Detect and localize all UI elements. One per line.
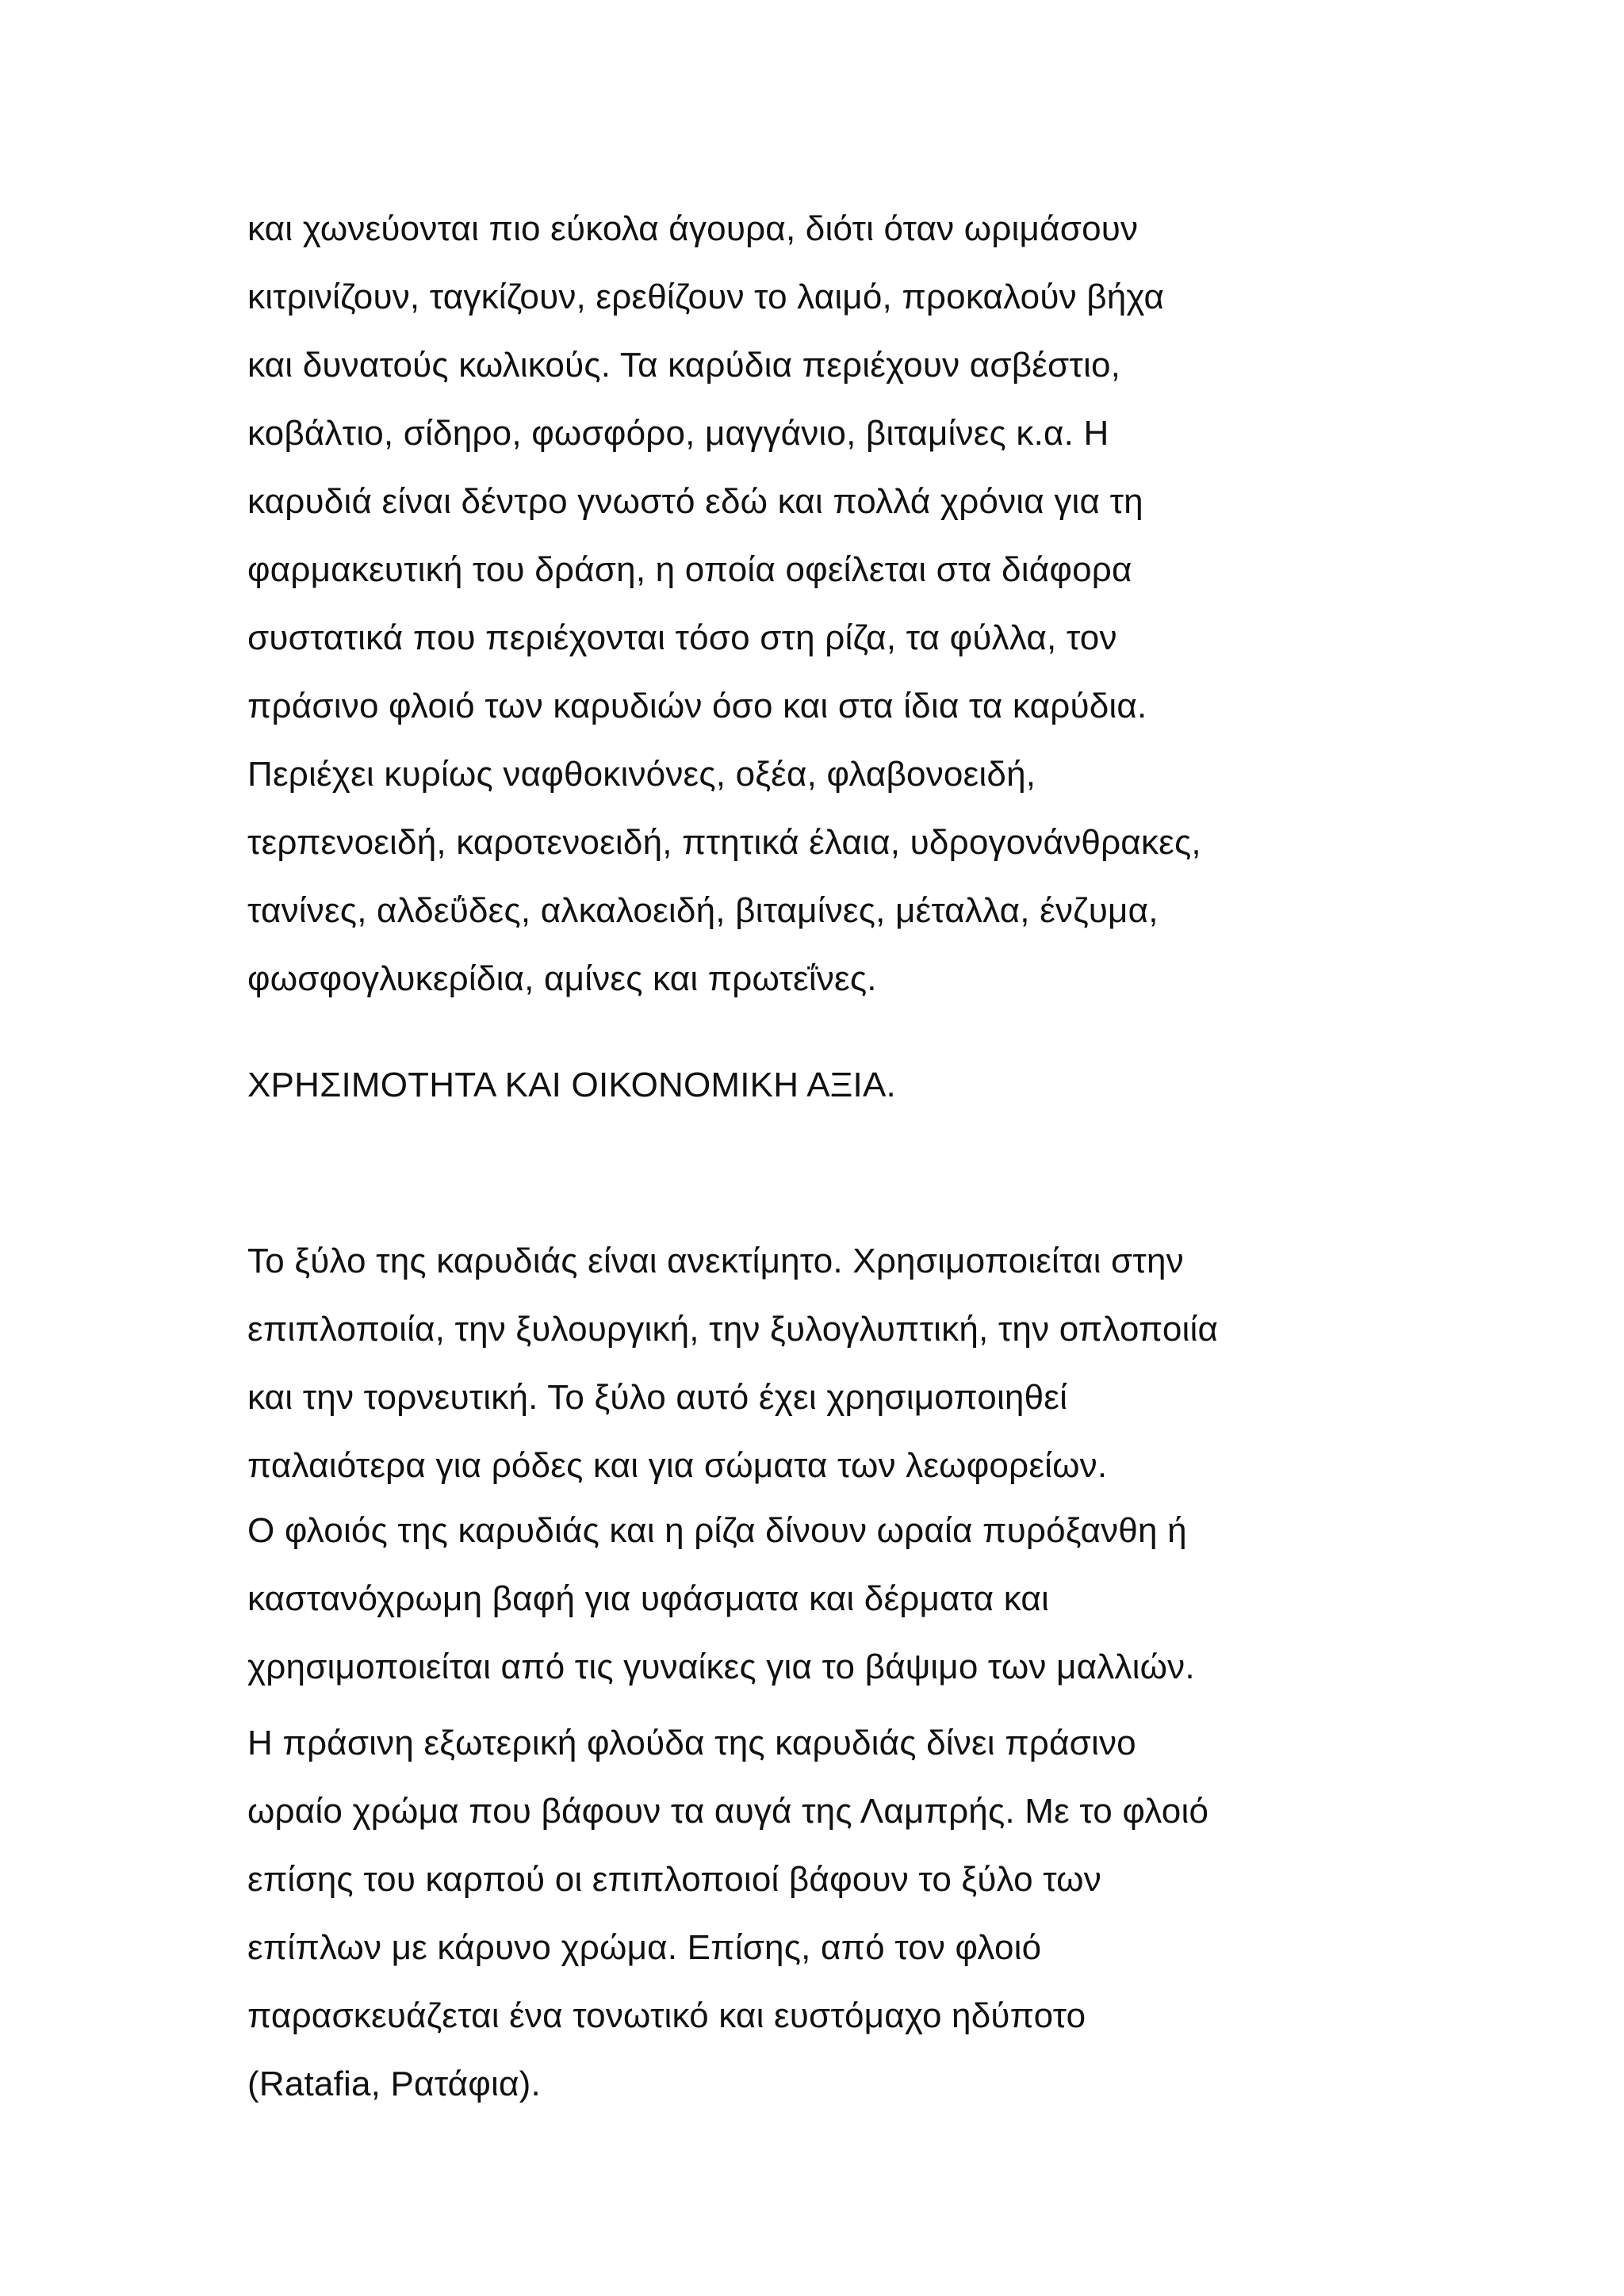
text-line: Η πράσινη εξωτερική φλούδα της καρυδιάς δίνει πράσινο	[247, 1724, 1136, 1762]
text-line: παλαιότερα για ρόδες και για σώματα των λεωφορείων.	[247, 1446, 1108, 1485]
text-line: ωραίο χρώμα που βάφουν τα αυγά της Λαμπρής. Με το φλοιό	[247, 1792, 1209, 1831]
text-line: φωσφογλυκερίδια, αμίνες και πρωτεΐνες.	[247, 959, 877, 998]
section-heading	[247, 1051, 1405, 1119]
text-line: και δυνατούς κωλικούς. Τα καρύδια περιέχουν ασβέστιο,	[247, 346, 1121, 385]
text-line: επίπλων με κάρυνο χρώμα. Επίσης, από τον φλοιό	[247, 1928, 1042, 1967]
paragraph-dye	[247, 1497, 1405, 1701]
heading-text: ΧΡΗΣΙΜΟΤΗΤΑ ΚΑΙ ΟΙΚΟΝΟΜΙΚΗ ΑΞΙΑ.	[247, 1066, 896, 1104]
text-line: και την τορνευτική. Το ξύλο αυτό έχει χρησιμοποιηθεί	[247, 1378, 1068, 1417]
text-line: Το ξύλο της καρυδιάς είναι ανεκτίμητο. Χρησιμοποιείται στην	[247, 1242, 1184, 1280]
text-line: πράσινο φλοιό των καρυδιών όσο και στα ίδια τα καρύδια.	[247, 687, 1147, 725]
text-line: τερπενοειδή, καροτενοειδή, πτητικά έλαια, υδρογονάνθρακες,	[247, 823, 1201, 862]
text-line: Ο φλοιός της καρυδιάς και η ρίζα δίνουν ωραία πυρόξανθη ή	[247, 1511, 1187, 1550]
text-line: καρυδιά είναι δέντρο γνωστό εδώ και πολλά χρόνια για τη	[247, 482, 1143, 521]
text-line: κιτρινίζουν, ταγκίζουν, ερεθίζουν το λαιμό, προκαλούν βήχα	[247, 277, 1165, 316]
text-line: καστανόχρωμη βαφή για υφάσματα και δέρματα και	[247, 1579, 1049, 1618]
text-line: Περιέχει κυρίως ναφθοκινόνες, οξέα, φλαβονοειδή,	[247, 755, 1036, 794]
text-line: φαρμακευτική του δράση, η οποία οφείλεται στα διάφορα	[247, 550, 1132, 589]
text-line: τανίνες, αλδεΰδες, αλκαλοειδή, βιταμίνες, μέταλλα, ένζυμα,	[247, 891, 1159, 930]
text-line: κοβάλτιο, σίδηρο, φωσφόρο, μαγγάνιο, βιταμίνες κ.α. Η	[247, 414, 1109, 453]
paragraph-wood	[247, 1227, 1405, 1500]
text-line: επιπλοποιία, την ξυλουργική, την ξυλογλυπτική, την οπλοποιία	[247, 1310, 1219, 1349]
text-line: παρασκευάζεται ένα τονωτικό και ευστόμαχο ηδύποτο	[247, 1996, 1086, 2035]
paragraph-nutrients	[247, 195, 1405, 1013]
text-line: και χωνεύονται πιο εύκολα άγουρα, διότι όταν ωριμάσουν	[247, 209, 1139, 248]
text-line: επίσης του καρπού οι επιπλοποιοί βάφουν το ξύλο των	[247, 1860, 1101, 1899]
text-line: συστατικά που περιέχονται τόσο στη ρίζα, τα φύλλα, τον	[247, 618, 1117, 657]
text-line: (Ratafia, Ρατάφια).	[247, 2064, 541, 2103]
text-line: χρησιμοποιείται από τις γυναίκες για το βάψιμο των μαλλιών.	[247, 1647, 1195, 1686]
paragraph-husk	[247, 1709, 1405, 2118]
